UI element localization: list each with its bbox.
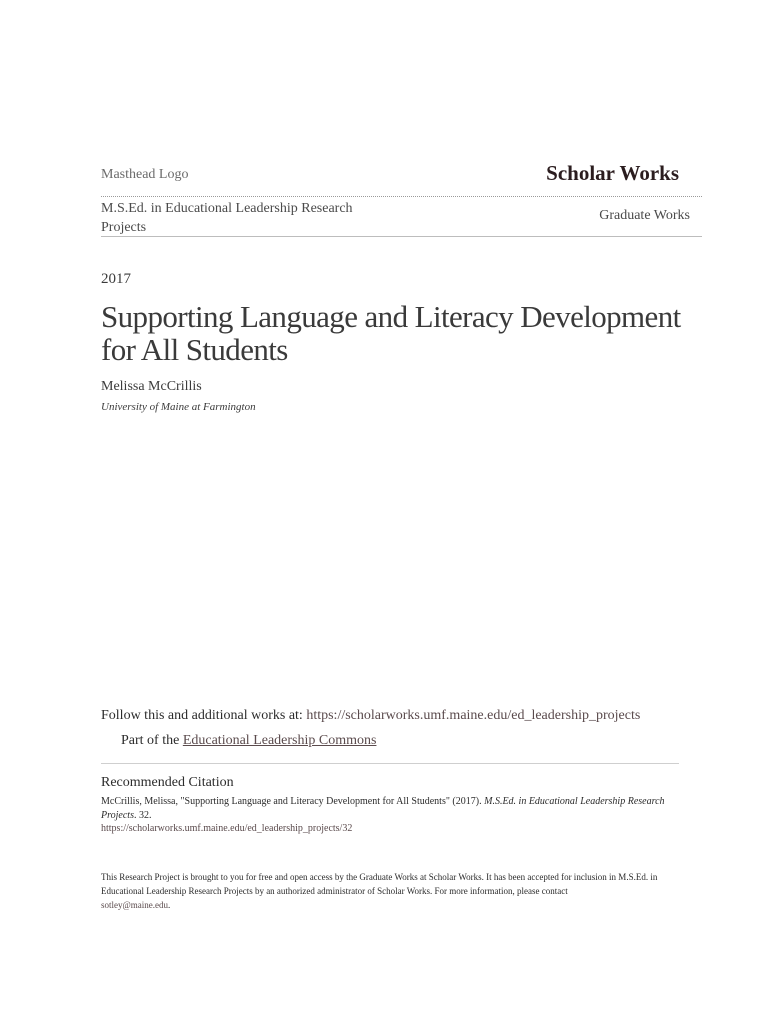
citation-url-link[interactable]: https://scholarworks.umf.maine.edu/ed_leadership_projects/32: [101, 823, 353, 834]
header-divider: [101, 236, 702, 237]
author-affiliation: University of Maine at Farmington: [101, 401, 256, 413]
citation-number: . 32.: [133, 809, 152, 821]
follow-url-link[interactable]: https://scholarworks.umf.maine.edu/ed_leadership_projects: [306, 708, 641, 723]
citation-heading: Recommended Citation: [101, 775, 234, 790]
dotted-divider: [101, 196, 702, 197]
series-name[interactable]: M.S.Ed. in Educational Leadership Research Projects: [101, 201, 353, 235]
citation-block: [101, 795, 681, 836]
collection-name[interactable]: Graduate Works: [599, 208, 690, 223]
part-of-label: Part of the: [121, 733, 180, 748]
author-name[interactable]: Melissa McCrillis: [101, 379, 202, 394]
access-statement-end: .: [168, 900, 171, 910]
paper-title: Supporting Language and Literacy Development for All Students: [101, 299, 681, 367]
follow-line: [101, 708, 741, 724]
citation-series: M.S.Ed. in Educational Leadership Research Projects: [101, 796, 665, 821]
follow-label: Follow this and additional works at:: [101, 708, 303, 723]
masthead-logo[interactable]: Masthead Logo: [101, 167, 189, 182]
access-statement: [101, 870, 701, 912]
brand-name[interactable]: Scholar Works: [546, 161, 679, 185]
contact-email-link[interactable]: sotley@maine.edu: [101, 900, 169, 910]
citation-divider: [101, 763, 679, 764]
access-statement-text: This Research Project is brought to you for free and open access by the Graduate Works at Scholar Works. It has been accepted for inclusion in M.S.Ed. in Educational Leadership Research Projects by an authorized administrator of Scholar Works. For more information, please contact: [101, 872, 658, 896]
citation-text: McCrillis, Melissa, "Supporting Language and Literacy Development for All Students" (2017).: [101, 796, 482, 807]
commons-link[interactable]: Educational Leadership Commons: [182, 733, 377, 748]
masthead: [101, 160, 679, 190]
publication-year: 2017: [101, 271, 131, 287]
part-of-line: [121, 733, 376, 749]
